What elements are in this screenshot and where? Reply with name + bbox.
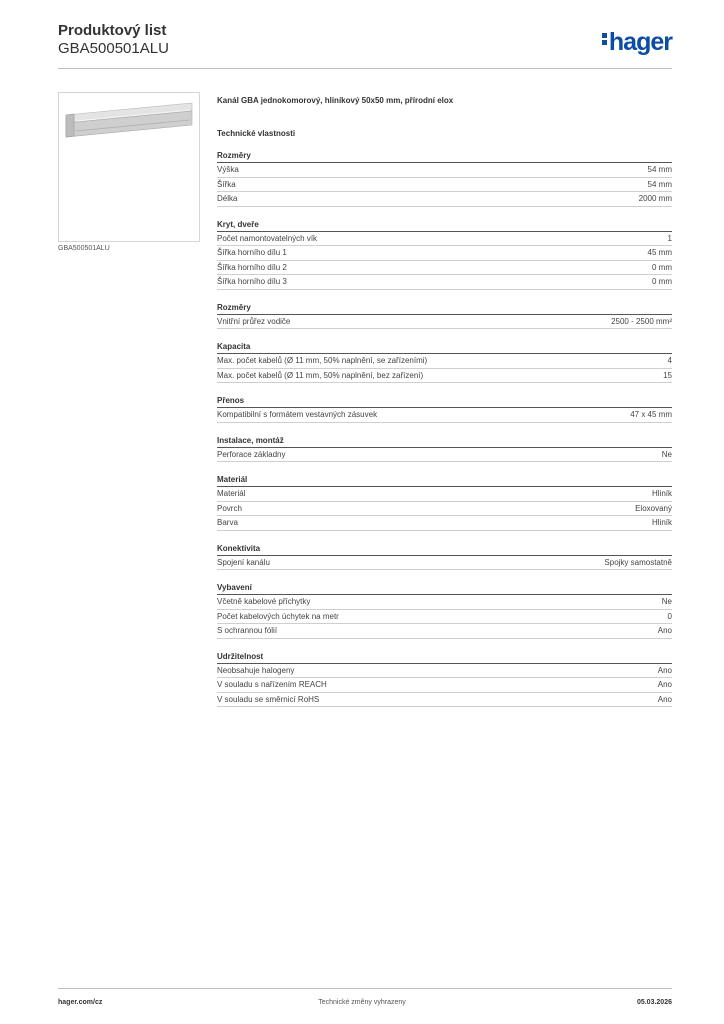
spec-section — [217, 396, 672, 423]
spec-value: 47 x 45 mm — [630, 410, 672, 419]
spec-row — [217, 354, 672, 369]
spec-section — [217, 436, 672, 463]
spec-row — [217, 178, 672, 193]
spec-label: Max. počet kabelů (Ø 11 mm, 50% naplnění, bez zařízení) — [217, 370, 424, 380]
product-image — [58, 92, 200, 242]
spec-label: Barva — [217, 518, 238, 527]
spec-value: Ano — [657, 626, 672, 635]
product-code: GBA500501ALU — [58, 40, 169, 57]
spec-value: Ano — [657, 665, 672, 675]
spec-value: Ano — [657, 694, 672, 704]
spec-value: Ne — [661, 597, 672, 606]
spec-label: S ochrannou fólií — [217, 626, 278, 635]
spec-value: 1 — [667, 233, 672, 243]
spec-row — [217, 693, 672, 708]
spec-row — [217, 232, 672, 247]
section-heading: Vybavení — [217, 583, 672, 595]
spec-value: Ano — [657, 680, 672, 689]
spec-label: Šířka horního dílu 1 — [217, 248, 287, 257]
footer-date: 05.03.2026 — [636, 999, 672, 1006]
spec-section — [217, 544, 672, 571]
section-heading: Kryt, dveře — [217, 220, 672, 232]
logo-text: hager — [608, 28, 672, 56]
footer-note: Technické změny vyhrazeny — [318, 999, 406, 1006]
product-title: Kanál GBA jednokomorový, hliníkový 50x50 mm, přírodní elox — [217, 96, 454, 105]
spec-label: Šířka horního dílu 2 — [217, 262, 287, 272]
cable-duct-rail-icon — [64, 101, 194, 139]
document-title: Produktový list — [58, 22, 167, 39]
spec-value: 0 mm — [652, 277, 672, 286]
spec-value: Hliník — [651, 518, 672, 527]
spec-label: Povrch — [217, 503, 242, 513]
spec-label: Perforace základny — [217, 449, 286, 459]
section-heading: Konektivita — [217, 544, 672, 556]
hager-logo — [602, 28, 672, 57]
section-heading: Materiál — [217, 475, 672, 487]
spec-row — [217, 487, 672, 502]
spec-value: 2000 mm — [638, 194, 672, 203]
spec-section — [217, 151, 672, 207]
spec-label: Neobsahuje halogeny — [217, 665, 295, 675]
spec-value: 45 mm — [647, 248, 672, 257]
spec-value: Ne — [661, 449, 672, 459]
spec-section — [217, 342, 672, 383]
section-heading: Rozměry — [217, 151, 672, 163]
spec-section — [217, 583, 672, 639]
spec-label: Materiál — [217, 489, 246, 498]
spec-row — [217, 448, 672, 463]
spec-row — [217, 275, 672, 290]
spec-value: Hliník — [651, 489, 672, 498]
spec-label: Délka — [217, 194, 238, 203]
spec-label: V souladu se směrnicí RoHS — [217, 694, 320, 704]
spec-label: Vnitřní průřez vodiče — [217, 316, 291, 326]
spec-row — [217, 556, 672, 571]
spec-value: 15 — [663, 370, 672, 380]
footer-website: hager.com/cz — [58, 999, 103, 1006]
spec-label: Včetně kabelové příchytky — [217, 597, 311, 606]
spec-row — [217, 664, 672, 679]
spec-label: V souladu s nařízením REACH — [217, 680, 327, 689]
spec-section — [217, 303, 672, 330]
spec-label: Šířka horního dílu 3 — [217, 277, 287, 286]
spec-label: Max. počet kabelů (Ø 11 mm, 50% naplnění, se zařízeními) — [217, 356, 428, 365]
spec-row — [217, 261, 672, 276]
spec-content — [217, 96, 672, 707]
spec-value: 54 mm — [647, 179, 672, 189]
spec-label: Výška — [217, 165, 239, 174]
section-heading: Udržitelnost — [217, 652, 672, 664]
spec-row — [217, 408, 672, 423]
spec-row — [217, 624, 672, 639]
spec-row — [217, 315, 672, 330]
spec-row — [217, 192, 672, 207]
spec-section — [217, 652, 672, 708]
spec-label: Kompatibilní s formátem vestavných zásuvek — [217, 410, 378, 419]
tech-properties-heading: Technické vlastnosti — [217, 129, 296, 138]
section-heading: Přenos — [217, 396, 672, 408]
image-caption: GBA500501ALU — [58, 245, 110, 252]
spec-value: 0 — [667, 611, 672, 621]
spec-value: 0 mm — [652, 262, 672, 272]
spec-label: Počet namontovatelných vík — [217, 233, 318, 243]
logo-dots-icon — [602, 31, 607, 47]
spec-row — [217, 502, 672, 517]
spec-row — [217, 246, 672, 261]
spec-row — [217, 678, 672, 693]
section-heading: Kapacita — [217, 342, 672, 354]
spec-value: 4 — [667, 356, 672, 365]
spec-sections — [217, 151, 672, 707]
document-header — [58, 22, 169, 58]
spec-section — [217, 220, 672, 290]
spec-row — [217, 516, 672, 531]
spec-row — [217, 610, 672, 625]
spec-row — [217, 369, 672, 384]
footer-divider — [58, 988, 672, 989]
spec-label: Počet kabelových úchytek na metr — [217, 611, 339, 621]
spec-value: 54 mm — [647, 165, 672, 174]
spec-value: Eloxovaný — [635, 503, 672, 513]
section-heading: Rozměry — [217, 303, 672, 315]
section-heading: Instalace, montáž — [217, 436, 672, 448]
spec-row — [217, 163, 672, 178]
spec-value: 2500 - 2500 mm² — [611, 316, 672, 326]
spec-value: Spojky samostatně — [604, 557, 672, 567]
spec-section — [217, 475, 672, 531]
spec-label: Šířka — [217, 179, 236, 189]
header-divider — [58, 68, 672, 69]
spec-label: Spojení kanálu — [217, 557, 270, 567]
spec-row — [217, 595, 672, 610]
